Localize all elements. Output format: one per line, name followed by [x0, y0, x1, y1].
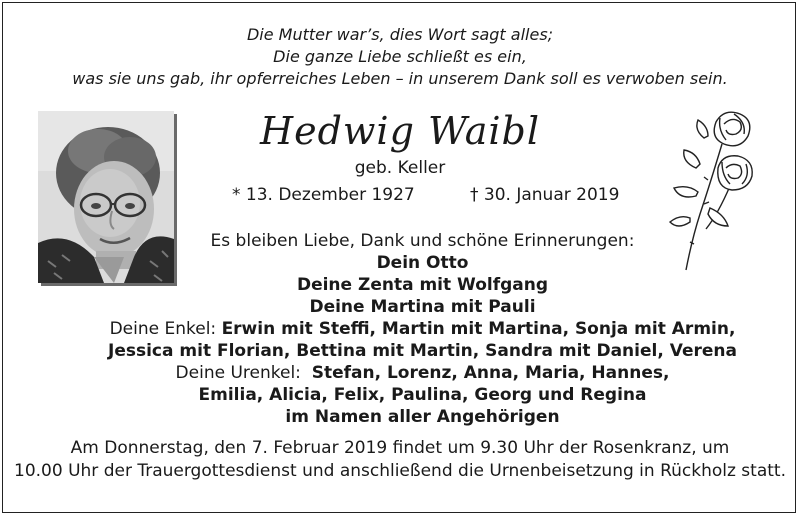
great-grandchildren-names: Emilia, Alicia, Felix, Paulina, Georg und Regina — [198, 385, 647, 405]
mourner-line: Deine Zenta mit Wolfgang — [296, 275, 549, 295]
mourners-intro: Es bleiben Liebe, Dank und schöne Erinnerungen: — [210, 231, 635, 251]
poem — [0, 24, 800, 90]
poem-line: was sie uns gab, ihr opferreiches Leben – in unserem Dank soll es verwoben sein. — [72, 69, 728, 88]
mourner-line: Dein Otto — [376, 253, 469, 273]
great-grandchildren-names: Stefan, Lorenz, Anna, Maria, Hannes, — [311, 363, 670, 383]
poem-line: Die Mutter war’s, dies Wort sagt alles; — [246, 25, 554, 44]
maiden-name: geb. Keller — [354, 158, 446, 178]
mourners-block — [0, 230, 800, 428]
service-info — [0, 437, 800, 483]
birth-date: * 13. Dezember 1927 — [232, 185, 415, 205]
deceased-name: Hedwig Waibl — [259, 109, 541, 153]
poem-line: Die ganze Liebe schließt es ein, — [273, 47, 527, 66]
great-grandchildren-label: Deine Urenkel: — [175, 363, 301, 383]
grandchildren-names: Erwin mit Steffi, Martin mit Martina, Sonja mit Armin, — [221, 319, 736, 339]
grandchildren-label: Deine Enkel: — [109, 319, 217, 339]
closing-line: im Namen aller Angehörigen — [285, 407, 560, 427]
grandchildren-names: Jessica mit Florian, Bettina mit Martin, Sandra mit Daniel, Verena — [108, 341, 737, 361]
great-grandchildren-line — [0, 362, 800, 384]
service-line: 10.00 Uhr der Trauergottesdienst und anschließend die Urnenbeisetzung in Rückholz statt. — [14, 461, 786, 481]
service-line: Am Donnerstag, den 7. Februar 2019 findet um 9.30 Uhr der Rosenkranz, um — [70, 438, 730, 458]
mourner-line: Deine Martina mit Pauli — [309, 297, 536, 317]
grandchildren-line — [0, 318, 800, 340]
death-date: † 30. Januar 2019 — [470, 185, 620, 205]
